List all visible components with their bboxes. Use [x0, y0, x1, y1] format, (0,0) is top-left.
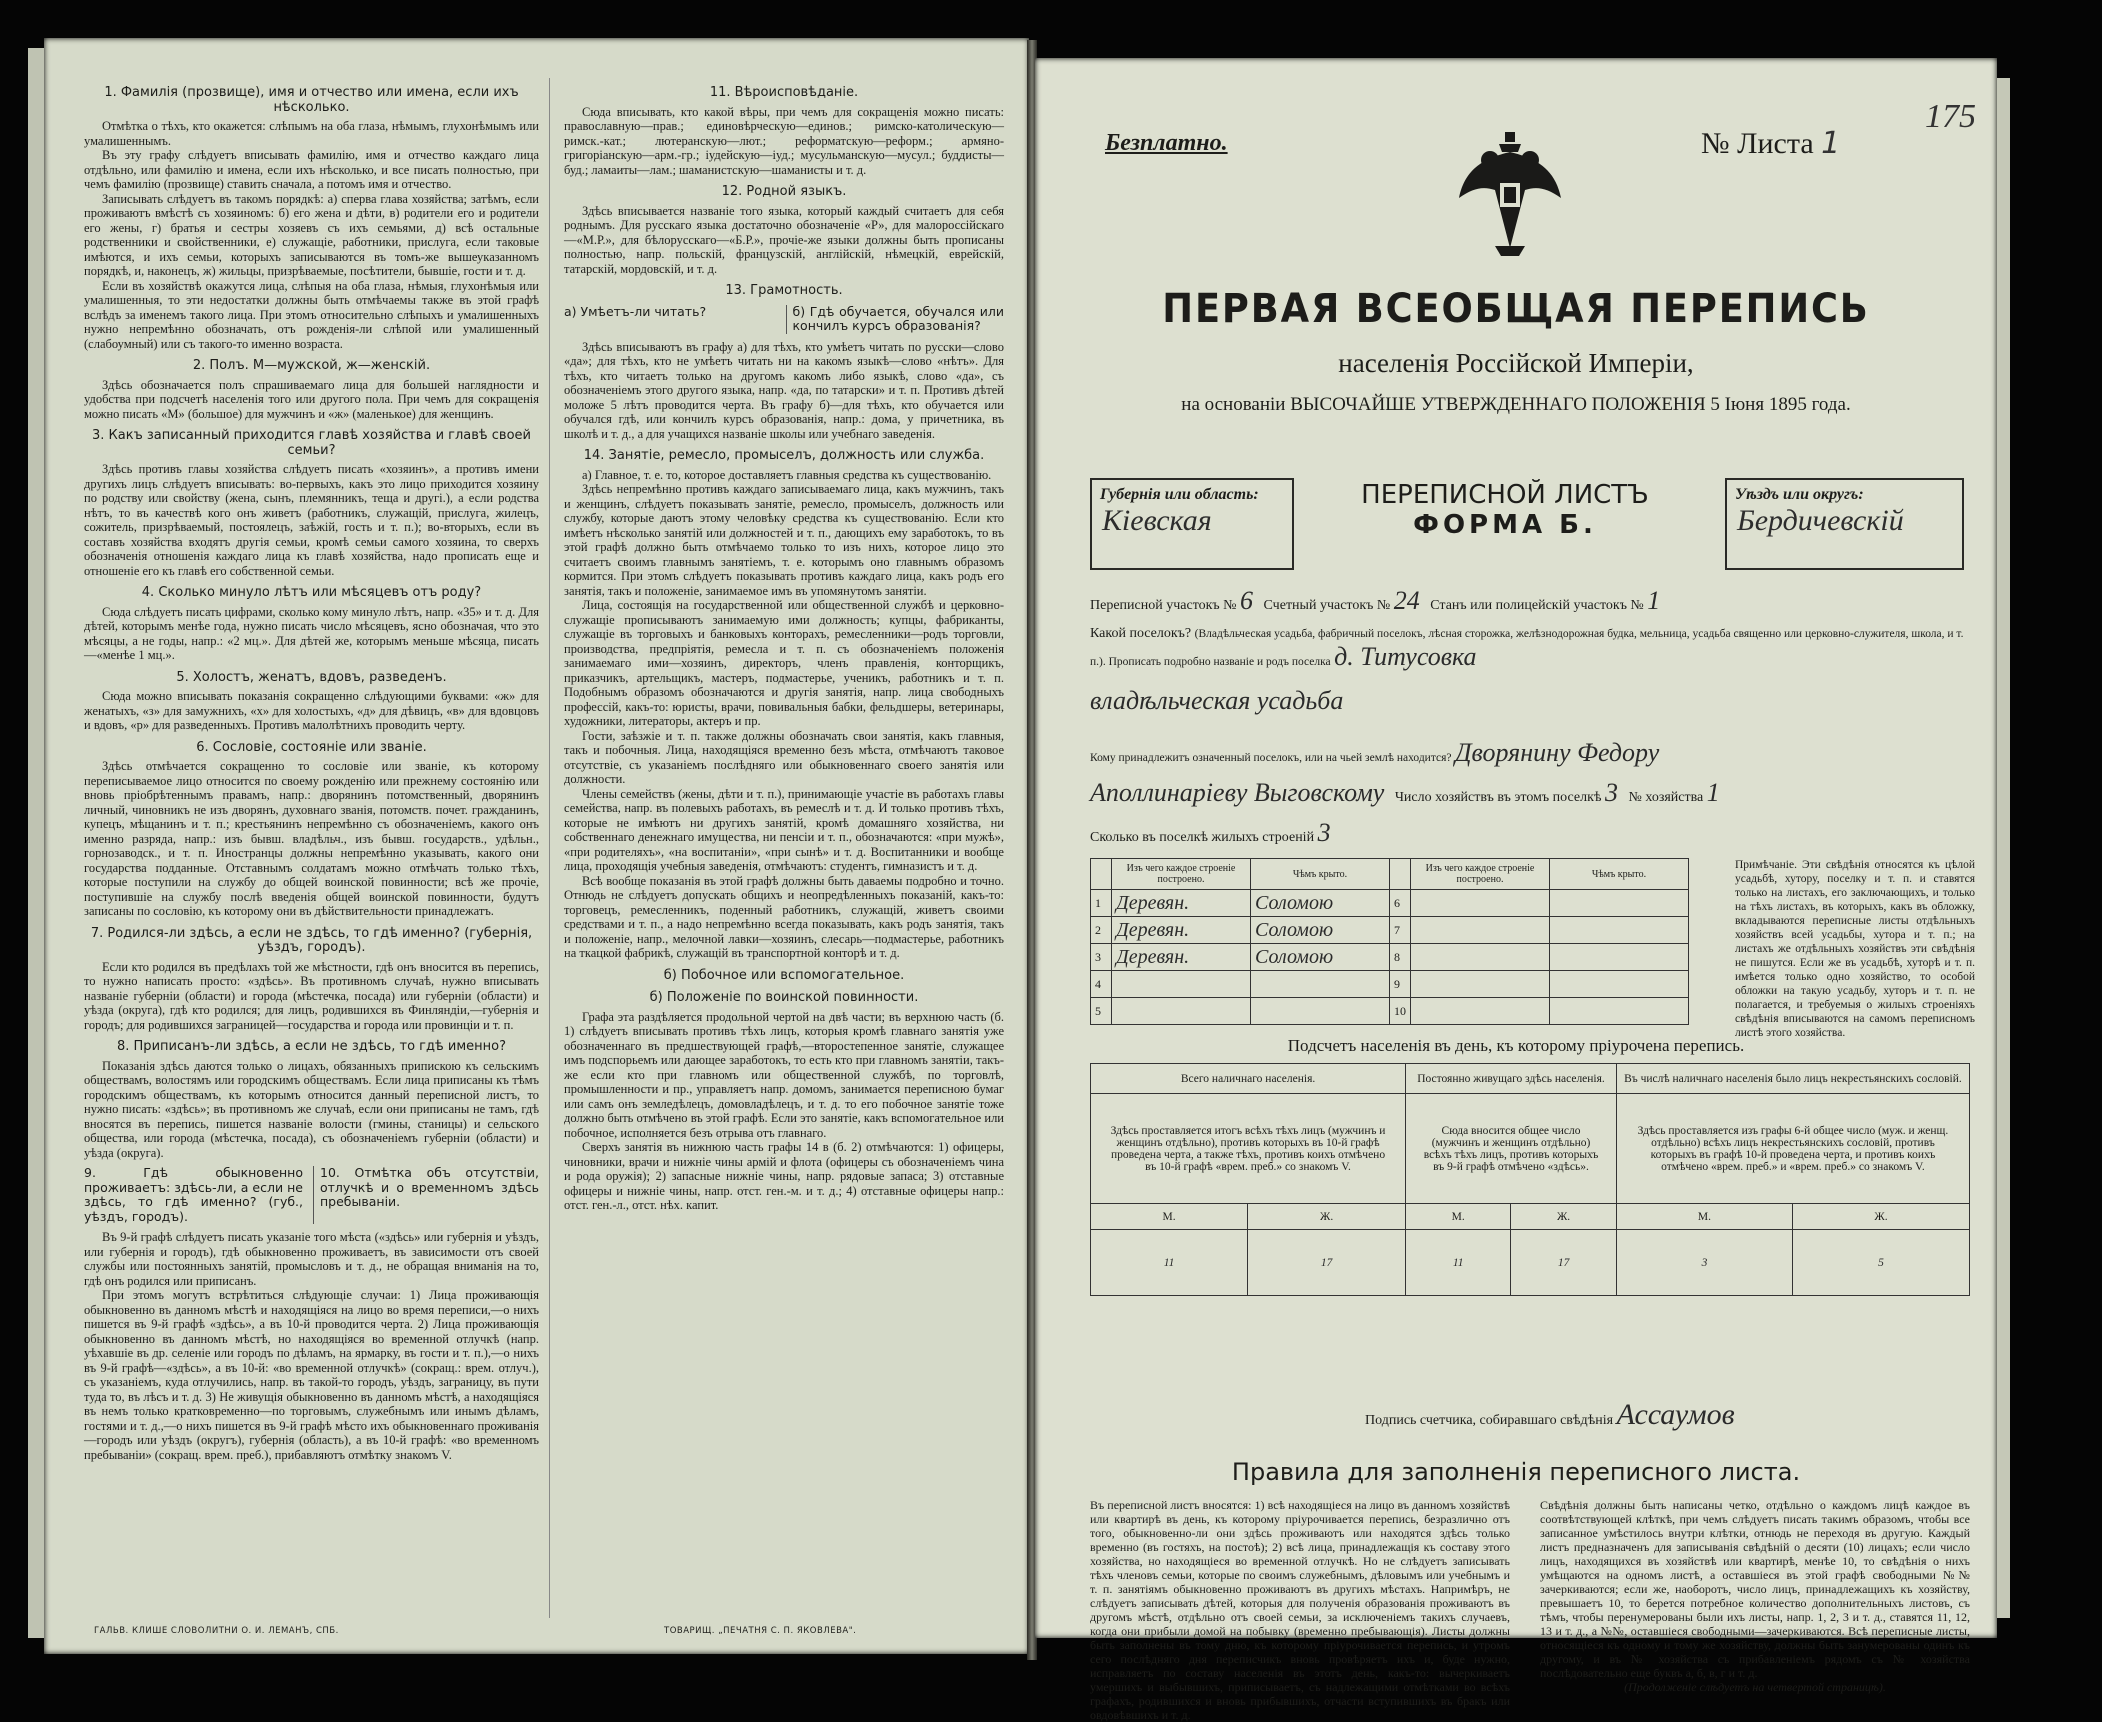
rules-column-b	[1540, 1498, 1970, 1694]
double-headed-eagle-emblem	[1455, 128, 1565, 258]
section-heading: 8. Приписанъ-ли здѣсь, а если не здѣсь, то гдѣ именно?	[117, 1039, 506, 1054]
building-material	[1411, 917, 1550, 944]
building-material	[1411, 998, 1550, 1025]
building-material	[1112, 998, 1251, 1025]
building-material	[1411, 971, 1550, 998]
instructions-column-a	[84, 78, 539, 1462]
building-row	[1091, 944, 1689, 971]
building-number: 5	[1091, 998, 1112, 1025]
building-number: 6	[1390, 890, 1411, 917]
buildings-header-blank	[1091, 859, 1112, 890]
count-resident-male: 11	[1406, 1230, 1511, 1296]
instruction-paragraph: При этомъ могутъ встрѣтиться слѣдующіе случаи: 1) Лица проживающія обыкновенно въ данномъ мѣстѣ и находящіяся на лицо во время переписи,—о нихъ пишется въ 9-й графѣ «здѣсь», а въ 10-й проводится черта. 2) Лица проживающія обыкновенно въ данномъ мѣстѣ, но находящіяся во временной отлучкѣ (напр. уѣхавшіе въ др. селеніе или городъ по дѣламъ, на ярмарку, въ гости и т. п.),—о нихъ въ 9-й графѣ—«здѣсь», а въ 10-й: «во временной отлучкѣ» (сокращ.: врем. отлуч.), съ указаніемъ, куда отлучились, напр. въ такой-то городъ, уѣздъ, заграницу, въ пути туда то, въ лѣсъ и т. д. 3) Не живущія обыкновенно въ данномъ мѣстѣ, а находящіяся въ немъ только кратковременно—по торговымъ, служебнымъ или инымъ дѣламъ, гостями и т. д.,—о нихъ пишется въ 9-й графѣ мѣсто ихъ обыкновеннаго проживанія—городъ или уѣздъ (округъ), губернія (область), а въ 10-й графѣ: «во временномъ пребываніи» (сокращ. врем. преб.), прибавляютъ отмѣтку знакомъ V.	[84, 1288, 539, 1462]
settlement-hint: (Владѣльческая усадьба, фабричный поселокъ, лѣсная сторожка, желѣзнодорожная будка, мельница, усадьба священно или церковно-служителя, школа, и т. п.). Прописать подробно названіе и родъ поселка	[1090, 628, 1964, 668]
instructions-page	[44, 38, 1029, 1654]
count-present-male: 11	[1091, 1230, 1248, 1296]
count-col-desc-2: Сюда вносится общее число (мужчинъ и женщинъ отдѣльно) всѣхъ тѣхъ лицъ, противъ которыхъ въ 9-й графѣ отмѣчено «здѣсь».	[1406, 1094, 1617, 1204]
count-present-female: 17	[1248, 1230, 1406, 1296]
section-heading: 12. Родной языкъ.	[721, 184, 847, 199]
instruction-paragraph: Лица, состоящія на государственной или общественной службѣ и церковно-служащіе прописываютъ занимаемую ими должность; купцы, фабриканты, служащіе въ торговыхъ и банковыхъ конторахъ, ремесленники—родъ торговли, производства, предпріятія, ремесла и т. п. съ обозначеніемъ положенія занимаемаго ими—хозяинъ, директоръ, членъ правленія, конторщикъ, приказчикъ, артельщикъ, мастеръ, подмастерье, ученикъ, работникъ и т. п. Подобнымъ образомъ обозначаются и другія занятія, напр. лица свободныхъ профессій, какъ-то: юристы, врачи, повивальныя бабки, фельдшеры, ветеринары, художники, литераторы, актеръ и пр.	[564, 598, 1004, 728]
instruction-paragraph: Гости, заѣзжіе и т. п. также должны обозначать свои занятія, какъ главныя, такъ и побочныя. Лица, находящіяся временно безъ мѣста, отмѣчаютъ таковое отсутствіе, съ указаніемъ послѣдняго или обыкновеннаго своего занятія или должности.	[564, 728, 1004, 786]
building-roof	[1251, 998, 1390, 1025]
census-form-page	[1035, 58, 1997, 1722]
form-name-line-1: ПЕРЕПИСНОЙ ЛИСТЪ	[1361, 480, 1649, 510]
building-row	[1091, 998, 1689, 1025]
section-heading: 5. Холостъ, женатъ, вдовъ, разведенъ.	[176, 669, 447, 685]
form-name	[1320, 478, 1690, 566]
section-heading: б) Положеніе по воинской повинности.	[649, 990, 919, 1005]
free-label: Безплатно.	[1105, 130, 1228, 156]
printer-credit-left: ГАЛЬВ. КЛИШЕ СЛОВОЛИТНИ О. И. ЛЕМАНЪ, СПБ.	[94, 1626, 339, 1636]
building-roof: Соломою	[1251, 890, 1390, 917]
section-heading-pair	[84, 1166, 539, 1224]
population-count-table	[1090, 1063, 1970, 1296]
census-subtitle: населенія Россійской Имперіи,	[1338, 348, 1694, 378]
building-roof	[1550, 890, 1689, 917]
section-heading: 3. Какъ записанный приходится главѣ хозяйства и главѣ своей семьи?	[91, 428, 531, 458]
instruction-paragraph: Члены семействъ (жены, дѣти и т. п.), принимающіе участіе въ работахъ главы семейства, напр. въ полевыхъ работахъ, въ ремеслѣ и т. д. И только противъ тѣхъ, которые не имѣютъ ни другихъ занятій, кромѣ домашняго хозяйства, ни собственнаго денежнаго имущества, ни пенсіи и т. п., обозначаются: «при мужѣ», «при родителяхъ», «на воспитаніи», «при сынѣ» и т. д. Воспитанники и вообще лица, проходящія учебныя заведенія, отмѣчаютъ: студентъ, гимназистъ и т. д.	[564, 786, 1004, 873]
building-number: 9	[1390, 971, 1411, 998]
section-heading: а) Умѣетъ-ли читать?	[564, 303, 707, 319]
rules-column-a: Въ переписной листъ вносятся: 1) всѣ находящіеся на лицо въ данномъ хозяйствѣ или квартирѣ въ день, къ которому пріурочивается перепись, безразлично отъ того, обыкновенно-ли они здѣсь проживаютъ или находятся здѣсь только временно (въ гостяхъ, на постоѣ); 2) всѣ лица, принадлежащія къ составу этого хозяйства, но находящіеся во временной отлучкѣ. Но не слѣдуетъ записывать тѣхъ членовъ семьи, которые по своимъ служебнымъ, дѣловымъ или учебнымъ и т. п. занятіямъ обыкновенно проживаютъ въ другихъ мѣстахъ. Напримѣръ, не слѣдуетъ записывать дѣтей, которыя для полученія образованія проживаютъ въ другомъ мѣстѣ, отдѣльно отъ своей семьи, за исключеніемъ такихъ случаевъ, когда они прибыли домой на побывку (временно пребывающія). Листы должны быть заполнены въ тому дню, къ которому пріурочивается перепись, и утромъ сего послѣдняго дня переписчикъ вновь провѣряетъ ихъ и, буде нужно, исправляетъ по составу населенія въ этотъ день, какъ-то: вычеркиваетъ умершихъ и выбывшихъ, приписываетъ, съ надлежащими отмѣтками во всѣхъ графахъ, родившихся и вновь прибывшихъ, отчасти вступившихъ въ бракъ или овдовѣвшихъ и т. д.	[1090, 1498, 1510, 1722]
signature-value: Ассаумов	[1616, 1398, 1735, 1431]
instruction-paragraph: Сверхъ занятія въ нижнюю часть графы 14 в (б. 2) отмѣчаются: 1) офицеры, чиновники, врачи и нижніе чины армій и флота (офицеры съ обозначеніемъ чина и рода оружія); 2) запасные нижніе чины, напр. рядовые запаса; 3) отставные офицеры и нижніе чины, напр. отст. ген.-м. и т. д.; 4) отставные офицеры напр.: отст. ген.-л., отст. нѣх. капит.	[564, 1140, 1004, 1212]
section-heading: 1. Фамилія (прозвище), имя и отчество или имена, если ихъ нѣсколько.	[104, 85, 519, 115]
section-heading-pair	[564, 305, 1004, 334]
owner-value-2: Аполлинаріеву Выговскому	[1090, 778, 1385, 807]
instruction-paragraph: Здѣсь обозначается полъ спрашиваемаго лица для большей наглядности и удобства при подсчетѣ населенія того или другого пола. При чемъ для сокращенія можно писать «М» (большое) для мужчинъ и «ж» (маленькое) для женщинъ.	[84, 377, 539, 421]
count-zh-label-3: Ж.	[1793, 1204, 1970, 1230]
building-roof	[1550, 971, 1689, 998]
building-material	[1112, 971, 1251, 998]
household-no-value: 1	[1706, 778, 1720, 807]
stan-label: Станъ или полицейскій участокъ №	[1430, 598, 1644, 613]
rules-title: Правила для заполненія переписного листа.	[1231, 1458, 1801, 1486]
count-col-head-2: Постоянно живущаго здѣсь населенія.	[1406, 1064, 1617, 1094]
count-zh-label-2: Ж.	[1511, 1204, 1617, 1230]
section-heading: 14. Занятіе, ремесло, промыселъ, должность или служба.	[583, 448, 985, 463]
precinct-label: Переписной участокъ №	[1090, 598, 1237, 613]
instruction-paragraph: Здѣсь вписывается названіе того языка, который каждый считаетъ для себя роднымъ. Для русскаго языка достаточно обозначеніе «Р», для малороссійскаго—«М.Р.», для бѣлорусскаго—«Б.Р.», прочіе-же языки должны быть прописаны полностью, напр. польскій, французскій, англійскій, нѣмецкій, еврейскій, татарскій, мордовскій, и т. д.	[564, 203, 1004, 276]
signature-label: Подпись счетчика, собиравшаго свѣдѣнія	[1365, 1413, 1614, 1428]
buildings-header-roof-2: Чѣмъ крыто.	[1550, 859, 1689, 890]
settlement-line-2	[1090, 686, 1970, 716]
instruction-paragraph: Сюда можно вписывать показанія сокращенно слѣдующими буквами: «ж» для женатыхъ, «з» для замужнихъ, «х» для холостыхъ, «д» для дѣвицъ, «в» для вдовцовъ и вдовъ, «р» для разведенныхъ. Противъ малолѣтнихъ проводить черту.	[84, 689, 539, 732]
buildings-header-blank-2	[1390, 859, 1411, 890]
count-label: Счетный участокъ №	[1263, 598, 1391, 613]
instruction-paragraph: Если кто родился въ предѣлахъ той же мѣстности, гдѣ онъ вносится въ перепись, то нужно написать просто: «здѣсь». Въ противномъ случаѣ, нужно вписывать названіе губерніи (области) и города (мѣстечка, посада) или губерніи (области) и уѣзда (округа), гдѣ кто родился; для лицъ, родившихся въ Финляндіи,—губернія и городъ; для родившихся заграницей—государства и города или провинціи и т. п.	[84, 959, 539, 1032]
count-col-desc-3: Здѣсь проставляется изъ графы 6-й общее число (муж. и женщ. отдѣльно) всѣхъ лицъ некрестьянскихъ сословій, противъ которыхъ въ графѣ 10-й проведена черта, и противъ коихъ отмѣчено «врем. преб.» и «врем. преб.» со знакомъ V.	[1616, 1094, 1969, 1204]
count-col-desc-1: Здѣсь проставляется итогъ всѣхъ тѣхъ лицъ (мужчинъ и женщинъ отдѣльно), противъ которыхъ въ 10-й графѣ проведена черта, а также тѣхъ, противъ коихъ отмѣчено въ 10-й графѣ «врем. преб.» со знакомъ V.	[1091, 1094, 1406, 1204]
sheet-number-label: № Листа	[1701, 127, 1814, 160]
province-value: Кіевская	[1102, 504, 1212, 537]
sheet-number	[1701, 126, 1840, 161]
buildings-header-material-2: Изъ чего каждое строеніе построено.	[1411, 859, 1550, 890]
precinct-value: 6	[1240, 586, 1254, 615]
count-col-head-1: Всего наличнаго населенія.	[1091, 1064, 1406, 1094]
section-heading: б) Гдѣ обучается, обучался или кончилъ курсъ образованія?	[786, 305, 1005, 334]
building-number: 8	[1390, 944, 1411, 971]
buildings-value: 3	[1317, 818, 1331, 847]
building-number: 2	[1091, 917, 1112, 944]
owner-line-2	[1090, 778, 1970, 808]
census-basis: на основаніи ВЫСОЧАЙШЕ УТВЕРЖДЕННАГО ПОЛОЖЕНІЯ 5 Іюня 1895 года.	[1181, 394, 1851, 415]
enumerator-signature-line	[1365, 1398, 1735, 1432]
building-number: 1	[1091, 890, 1112, 917]
province-box	[1090, 478, 1294, 570]
buildings-line	[1090, 818, 1970, 848]
building-roof	[1550, 998, 1689, 1025]
building-roof: Соломою	[1251, 917, 1390, 944]
instruction-paragraph: Здѣсь вписываютъ въ графу а) для тѣхъ, кто умѣетъ читать по русски—слово «да»; для тѣхъ, кто не умѣетъ читать ни на какомъ языкѣ—слово «нѣтъ». Для тѣхъ, кто читаетъ только на другомъ какомъ либо языкѣ, слово «да», съ обозначеніемъ этого другого языка, напр. «да, по татарски» и т. п. Противъ дѣтей моложе 5 лѣтъ проводится черта. Въ графу б)—для тѣхъ, кто обучается или обучался гдѣ, или кончилъ курсъ образованія, напр.: дома, у причетника, въ школѣ и т. д., а для учащихся названіе школы или учебнаго заведенія.	[564, 339, 1004, 441]
instruction-paragraph: Сюда вписывать, кто какой вѣры, при чемъ для сокращенія можно писать: православную—прав.; единовѣрческую—единов.; римско-католическую—римск.-кат.; лютеранскую—лют.; реформатскую—реформ.; армяно-григоріанскую—арм.-гр.; іудейскую—іуд.; мусульманскую—мусул.; буддисты—буд.; ламаиты—лам.; шаманистскую—шаманисты и т. д.	[564, 104, 1004, 177]
instruction-paragraph: Въ эту графу слѣдуетъ вписывать фамилію, имя и отчество каждаго лица отдѣльно, или фамилію и имена, если ихъ нѣсколько, и все писать полностью, при чемъ фамилію (прозвище) ставить сначала, а потомъ имя и отчество.	[84, 148, 539, 191]
instruction-paragraph: Сюда слѣдуетъ писать цифрами, сколько кому минуло лѣтъ, напр. «35» и т. д. Для дѣтей, которымъ менѣе года, нужно писать число мѣсяцевъ, ясно обозначая, что это мѣсяцы, а не годы, напр.: «2 мц.». Для дѣтей же, которымъ меньше мѣсяца, писать—«менѣе 1 мц.».	[84, 604, 539, 662]
district-box	[1725, 478, 1964, 570]
instruction-paragraph: Въ 9-й графѣ слѣдуетъ писать указаніе того мѣста («здѣсь» или губернія и уѣздъ, или губернія и городъ), гдѣ обыкновенно проживаетъ, въ зависимости отъ своей службы или постоянныхъ занятій, промысловъ и т. д., не обращая вниманія на то, гдѣ онъ родился или приписанъ.	[84, 1230, 539, 1288]
settlement-label: Какой поселокъ?	[1090, 626, 1192, 641]
count-m-label-1: М.	[1091, 1204, 1248, 1230]
count-value: 24	[1393, 586, 1420, 615]
building-material: Деревян.	[1112, 917, 1251, 944]
census-title: ПЕРВАЯ ВСЕОБЩАЯ ПЕРЕПИСЬ	[1162, 286, 1870, 332]
household-no-label: № хозяйства	[1628, 790, 1704, 805]
building-row	[1091, 890, 1689, 917]
instruction-paragraph: Здѣсь противъ главы хозяйства слѣдуетъ писать «хозяинъ», а противъ имени другихъ лицъ слѣдуетъ вписывать: во-первыхъ, какъ это лицо приходится хозяину по родству или свойству (жена, сынъ, племянникъ, теща и другі.), а если родства нѣтъ, то въ качествѣ кого онъ живетъ (работникъ, служащій, прислуга, жилецъ, сожитель, призрѣваемый, постоялецъ, заѣжій, гость и т. п.); во-вторыхъ, если въ составъ хозяйства входятъ другія семьи, кромѣ семьи самого хозяина, то сверхъ обозначенія отношенія каждаго лица къ главѣ хозяйства, надо прописать еще и отношеніе его къ главѣ его собственной семьи.	[84, 462, 539, 578]
instruction-paragraph: Всѣ вообще показанія въ этой графѣ должны быть даваемы подробно и точно. Отнюдь не слѣдуетъ допускать общихъ и неопредѣленныхъ показаній, какъ-то: торговецъ, ремесленникъ, поденный работникъ, служащій, живетъ своими средствами и т. п., а надо непремѣнно всегда показывать, какъ родъ занятія, такъ и положеніе, напр., мелочной лавки—хозяинъ, слесарь—подмастерье, работникъ на ткацкой фабрикѣ, служащій въ транспортной конторѣ и т. д.	[564, 873, 1004, 960]
section-heading: 6. Сословіе, состояніе или званіе.	[196, 739, 427, 755]
building-roof	[1251, 971, 1390, 998]
count-m-label-3: М.	[1616, 1204, 1792, 1230]
instruction-paragraph: Здѣсь непремѣнно противъ каждаго записываемаго лица, какъ мужчинъ, такъ и женщинъ, слѣдуетъ показывать занятіе, ремесло, промыселъ, должность или службу, которые даютъ этому человѣку средства къ существованію. Если кто имѣетъ нѣсколько занятій или должностей и т. п., дающихъ ему заработокъ, то въ этой графѣ должно быть отмѣчаемо только то изъ нихъ, которое лицо это считаетъ своимъ главнымъ занятіемъ, т. е. которымъ оно главнымъ образомъ кормится. При этомъ слѣдуетъ показывать противъ каждаго лица, какъ родъ его занятія, такъ и положеніе, занимаемое имъ въ упомянутомъ занятіи.	[564, 482, 1004, 598]
building-row	[1091, 971, 1689, 998]
form-name-line-2: ФОРМА Б.	[1413, 510, 1597, 540]
count-col-head-3: Въ числѣ наличнаго населенія было лицъ некрестьянскихъ сословій.	[1616, 1064, 1969, 1094]
building-roof	[1550, 917, 1689, 944]
printer-credit-mid: ТОВАРИЩ. „ПЕЧАТНЯ С. П. ЯКОВЛЕВА".	[664, 1626, 857, 1636]
sheet-number-value: 1	[1821, 126, 1841, 161]
building-number: 7	[1390, 917, 1411, 944]
count-nonpeasant-male: 3	[1616, 1230, 1792, 1296]
population-count-title: Подсчетъ населенія въ день, къ которому пріурочена перепись.	[1287, 1036, 1745, 1055]
building-material	[1411, 890, 1550, 917]
building-material	[1411, 944, 1550, 971]
building-roof	[1550, 944, 1689, 971]
section-heading: 9. Гдѣ обыкновенно проживаетъ: здѣсь-ли, а если не здѣсь, то гдѣ именно? (губ., уѣздъ, городъ).	[84, 1165, 303, 1224]
buildings-header-material: Изъ чего каждое строеніе построено.	[1112, 859, 1251, 890]
building-roof: Соломою	[1251, 944, 1390, 971]
section-heading: 10. Отмѣтка объ отсутствіи, отлучкѣ и о временномъ здѣсь пребываніи.	[313, 1166, 539, 1224]
buildings-note: Примѣчаніе. Эти свѣдѣнія относятся къ цѣлой усадьбѣ, хутору, поселку и т. п. и ставятся только на листахъ, его заключающихъ, и только на тѣхъ листахъ, въ которыхъ, какъ въ обложку, вкладываются переписные листы отдѣльныхъ хозяйствъ всей усадьбы, хутора и т. п.; на листахъ же отдѣльныхъ хозяйствъ эти свѣдѣнія не пишутся. Если же въ усадьбѣ, хуторѣ и т. п. имѣется только одно хозяйство, то особой обложки на такую усадьбу, хуторъ и т. п. не полагается, и требуемыя о жилыхъ строеніяхъ свѣдѣнія вписываются на самомъ переписномъ листѣ этого хозяйства.	[1735, 859, 1975, 1039]
section-heading: 2. Полъ. М—мужской, ж—женскій.	[192, 358, 431, 373]
precinct-line	[1090, 586, 1970, 616]
building-material: Деревян.	[1112, 890, 1251, 917]
instruction-paragraph: Если въ хозяйствѣ окажутся лица, слѣпыя на оба глаза, нѣмыя, глухонѣмыя или умалишенныя, то эти недостатки должны быть отмѣчаемы также въ этой графѣ вслѣдъ за именемъ такого лица. При этомъ относительно слѣпыхъ и умалишенныхъ нужно непремѣнно обозначать, отъ рожденія-ли слѣпой или умалишенный (слабоумный) или съ такого-то именно возраста.	[84, 278, 539, 351]
instruction-paragraph: а) Главное, т. е. то, которое доставляетъ главныя средства къ существованію.	[582, 467, 992, 482]
owner-line	[1090, 738, 1970, 768]
section-heading: б) Побочное или вспомогательное.	[663, 967, 905, 983]
rules-column-b-text: Свѣдѣнія должны быть написаны четко, отдѣльно о каждомъ лицѣ каждое въ соотвѣтствующей клѣткѣ, при чемъ слѣдуетъ писать такимъ образомъ, чтобы все записанное умѣстилось внутри клѣтки, отнюдь не переходя въ другую. Каждый листъ предназначенъ для записыванія свѣдѣній о десяти (10) лицахъ; если число лицъ, находящихся въ хозяйствѣ или квартирѣ, менѣе 10, то свѣдѣнія о нихъ умѣщаются на одномъ листѣ, а оставшіеся въ этой графѣ свободными №№ зачеркиваются; если же, наоборотъ, число лицъ, принадлежащихъ къ хозяйству, превышаетъ 10, то берется потребное количество дополнительныхъ листовъ, съ тѣмъ, чтобы перенумерованы были ихъ листы, напр. 1, 2, 3 и т. д., ставятся 11, 12, 13 и т. д., а №№, оставшіеся свободными—зачеркиваются. Всѣ переписные листы, относящіеся къ одному и тому же хозяйству, должны быть занумерованы одинъ къ другому, и въ № хозяйства съ прибавленіемъ рядомъ съ № хозяйства послѣдовательно еще буквъ а, б, в, г и т. д.	[1540, 1498, 1970, 1680]
section-heading: 4. Сколько минуло лѣтъ или мѣсяцевъ отъ роду?	[141, 585, 482, 600]
instruction-paragraph: Записывать слѣдуетъ въ такомъ порядкѣ: а) сперва глава хозяйства; затѣмъ, если проживаютъ вмѣстѣ съ хозяиномъ: б) его жена и дѣти, в) родители его и родители его жены, г) братья и сестры хозяевъ съ ихъ семьями, д) всѣ остальные родственники и свойственники, е) служащіе, работники, прислуга, если таковые имѣются, и ихъ семьи, которыхъ записываются въ томъ-же вышеуказанномъ порядкѣ, и, наконецъ, ж) жильцы, призрѣваемые, посѣтители, бывшіе, гости и т. д.	[84, 191, 539, 278]
building-number: 3	[1091, 944, 1112, 971]
district-value: Бердичевскій	[1737, 504, 1904, 537]
stan-value: 1	[1647, 586, 1661, 615]
count-nonpeasant-female: 5	[1793, 1230, 1970, 1296]
province-label: Губернія или область:	[1100, 486, 1259, 503]
households-value: 3	[1605, 778, 1618, 807]
instruction-paragraph: Здѣсь отмѣчается сокращенно то сословіе или званіе, къ которому переписываемое лицо относится по своему рожденію или прежнему состоянію или вновь пріобрѣтеннымъ правамъ, напр.: дворянинъ потомственный, дворянинъ личный, чиновникъ не изъ дворянъ, духовнаго званія, потомств. почет. гражданинъ, купецъ, мѣщанинъ и т. п.; крестьянинъ непремѣнно съ обозначеніемъ, какого онъ именно разряда, напр.: изъ бывш. владѣльч., изъ бывш. государств., удѣльн., горнозаводск., и т. п. Иностранцы должны непремѣнно указывать, какого они государства подданные. Отставнымъ солдатамъ можно отмѣчать только тѣхъ, которые поступили на службу до общей воинской повинности; всѣ же прочіе, поступившіе на службу послѣ введенія общей воинской повинности, будутъ записаны по сословію, къ которому они въ дѣйствительности принадлежатъ.	[84, 759, 539, 918]
archive-page-number: 175	[1925, 98, 1976, 135]
building-number: 10	[1390, 998, 1411, 1025]
settlement-value-1: д. Титусовка	[1334, 642, 1477, 671]
building-number: 4	[1091, 971, 1112, 998]
section-heading: 7. Родился-ли здѣсь, а если не здѣсь, то гдѣ именно? (губернія, уѣздъ, городъ).	[90, 925, 533, 955]
district-label: Уѣздъ или округъ:	[1735, 486, 1864, 503]
section-heading: 11. Вѣроисповѣданіе.	[709, 85, 859, 100]
count-resident-female: 17	[1511, 1230, 1617, 1296]
instruction-paragraph: Графа эта раздѣляется продольной чертой на двѣ части; въ верхнюю часть (б. 1) слѣдуетъ вписывать противъ тѣхъ лицъ, которыя кромѣ главнаго занятія уже обозначеннаго въ предшествующей графѣ,—второстепенное занятіе, служащее имъ подспорьемъ или дающее заработокъ, то есть кто при главномъ занятіи, такъ-же если кто при главномъ или общественной службѣ, по торговлѣ, промышленности и пр., управляетъ напр. домомъ, занимается переписною бумаг или самъ онъ земледѣлецъ, домовладѣлецъ, и т. д. то его побочное занятіе тоже должно быть отмѣчено въ этой графѣ. Если это занятіе, какъ вспомогательное или побочное, исполняется безъ отрыва отъ главнаго.	[564, 1009, 1004, 1140]
households-label: Число хозяйствъ въ этомъ поселкѣ	[1394, 790, 1602, 805]
count-m-label-2: М.	[1406, 1204, 1511, 1230]
owner-label: Кому принадлежитъ означенный поселокъ, или на чьей землѣ находится?	[1090, 752, 1452, 764]
building-material: Деревян.	[1112, 944, 1251, 971]
instruction-paragraph: Отмѣтка о тѣхъ, кто окажется: слѣпымъ на оба глаза, нѣмымъ, глухонѣмымъ или умалишеннымъ.	[84, 119, 539, 148]
settlement-line	[1090, 626, 1970, 672]
column-divider	[549, 78, 550, 1618]
rules-continued-note: (Продолженіе слѣдуетъ на четвертой страницѣ).	[1624, 1680, 1886, 1694]
building-row	[1091, 917, 1689, 944]
buildings-label: Сколько въ поселкѣ жилыхъ строеній	[1090, 830, 1315, 845]
instructions-column-b	[564, 78, 1004, 1213]
buildings-header-roof: Чѣмъ крыто.	[1251, 859, 1390, 890]
owner-value-1: Дворянину Федору	[1455, 738, 1660, 767]
count-zh-label-1: Ж.	[1248, 1204, 1406, 1230]
settlement-value-2: владѣльческая усадьба	[1090, 686, 1344, 715]
section-heading: 13. Грамотность.	[725, 283, 843, 298]
instruction-paragraph: Показанія здѣсь даются только о лицахъ, обязанныхъ припискою къ сельскимъ обществамъ, волостямъ или городскимъ обществамъ. Если лица приписаны къ тѣмъ городскимъ обществамъ, къ которымъ относится данный переписной листъ, то нужно писать: «здѣсь»; въ противномъ же случаѣ, если они приписаны не тамъ, гдѣ вносятся въ перепись, пишется названіе волости (гмины, станицы) и сельского общества, или города (мѣстечка, посада), съ обозначеніемъ губерніи (области) и уѣзда (округа).	[84, 1058, 539, 1160]
buildings-table	[1090, 858, 1689, 1025]
